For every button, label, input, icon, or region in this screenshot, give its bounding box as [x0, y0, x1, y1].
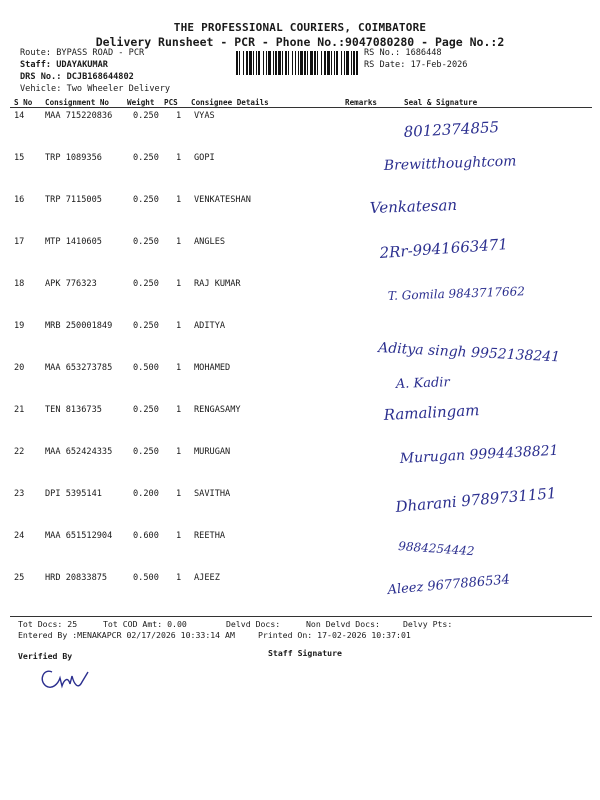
company-name: THE PROFESSIONAL COURIERS, COIMBATORE — [173, 21, 427, 34]
row-consignment-number: TEN 8136735 — [45, 405, 102, 415]
row-consignment-number: MAA 715220836 — [45, 111, 113, 121]
table-row — [0, 573, 600, 615]
row-sno: 21 — [14, 405, 25, 415]
row-consignment-number: MAA 652424335 — [45, 447, 113, 457]
row-sno: 17 — [14, 237, 25, 247]
row-pcs: 1 — [176, 195, 182, 205]
row-weight: 0.250 — [133, 237, 159, 247]
table-row — [0, 237, 600, 279]
footer-divider — [10, 616, 592, 617]
row-weight: 0.250 — [133, 447, 159, 457]
row-pcs: 1 — [176, 573, 182, 583]
verified-by-label: Verified By — [18, 651, 73, 661]
row-consignee: GOPI — [194, 153, 215, 163]
table-row — [0, 195, 600, 237]
signature-17: 2Rr-9941663471 — [379, 235, 509, 262]
row-weight: 0.500 — [133, 363, 159, 373]
staff-signature-label: Staff Signature — [268, 648, 342, 658]
signature-19: Aditya singh 9952138241 — [377, 340, 561, 366]
signature-18: T. Gomila 9843717662 — [387, 284, 526, 303]
table-row — [0, 279, 600, 321]
row-pcs: 1 — [176, 363, 182, 373]
col-consignee: Consignee Details — [191, 98, 269, 107]
row-consignee: REETHA — [194, 531, 226, 541]
staff-label: Staff: UDAYAKUMAR — [20, 60, 108, 70]
row-sno: 20 — [14, 363, 25, 373]
signature-22: Murugan 9994438821 — [399, 442, 559, 467]
row-consignment-number: DPI 5395141 — [45, 489, 102, 499]
non-delivered-docs: Non Delvd Docs: — [306, 619, 380, 629]
table-row — [0, 531, 600, 573]
barcode-image — [236, 51, 358, 75]
row-sno: 25 — [14, 573, 25, 583]
col-consignment: Consignment No — [45, 98, 110, 107]
row-sno: 14 — [14, 111, 25, 121]
row-consignment-number: MTP 1410605 — [45, 237, 102, 247]
col-seal-signature: Seal & Signature — [404, 98, 478, 107]
row-consignment-number: MRB 250001849 — [45, 321, 113, 331]
table-row — [0, 111, 600, 153]
row-consignment-number: MAA 653273785 — [45, 363, 113, 373]
table-row — [0, 363, 600, 405]
row-pcs: 1 — [176, 279, 182, 289]
vehicle-label: Vehicle: Two Wheeler Delivery — [20, 84, 171, 94]
row-sno: 23 — [14, 489, 25, 499]
row-consignee: MURUGAN — [194, 447, 231, 457]
signature-25: Aleez 9677886534 — [387, 572, 511, 598]
row-consignee: VENKATESHAN — [194, 195, 251, 205]
row-consignee: ANGLES — [194, 237, 226, 247]
total-cod-amount: Tot COD Amt: 0.00 — [103, 619, 187, 629]
total-docs: Tot Docs: 25 — [18, 619, 78, 629]
row-weight: 0.250 — [133, 279, 159, 289]
row-consignment-number: APK 776323 — [45, 279, 97, 289]
col-sno: S No — [14, 98, 33, 107]
delivery-points: Delvy Pts: — [403, 619, 453, 629]
row-sno: 16 — [14, 195, 25, 205]
signature-20: A. Kadir — [395, 375, 450, 392]
signature-21: Ramalingam — [383, 401, 480, 424]
row-weight: 0.600 — [133, 531, 159, 541]
header-divider — [10, 107, 592, 108]
row-weight: 0.250 — [133, 111, 159, 121]
row-pcs: 1 — [176, 405, 182, 415]
signature-23: Dharani 9789731151 — [394, 483, 558, 516]
row-consignment-number: HRD 20833875 — [45, 573, 108, 583]
row-pcs: 1 — [176, 489, 182, 499]
row-pcs: 1 — [176, 111, 182, 121]
row-consignee: AJEEZ — [194, 573, 220, 583]
rs-number: RS No.: 1686448 — [364, 48, 442, 58]
table-row — [0, 321, 600, 363]
row-consignee: RAJ KUMAR — [194, 279, 241, 289]
row-consignee: VYAS — [194, 111, 215, 121]
col-pcs: PCS — [164, 98, 178, 107]
signature-16: Venkatesan — [369, 195, 458, 217]
entered-by: Entered By :MENAKAPCR 02/17/2026 10:33:14 AM — [18, 630, 235, 640]
signature-14: 8012374855 — [403, 118, 500, 141]
row-consignee: RENGASAMY — [194, 405, 241, 415]
row-weight: 0.250 — [133, 321, 159, 331]
table-row — [0, 153, 600, 195]
runsheet-title: Delivery Runsheet - PCR - Phone No.:9047080280 - Page No.:2 — [95, 35, 505, 49]
row-weight: 0.250 — [133, 153, 159, 163]
delivered-docs: Delvd Docs: — [226, 619, 281, 629]
table-row — [0, 447, 600, 489]
printed-on: Printed On: 17-02-2026 10:37:01 — [258, 630, 411, 640]
row-sno: 15 — [14, 153, 25, 163]
row-weight: 0.250 — [133, 405, 159, 415]
col-remarks: Remarks — [345, 98, 378, 107]
table-row — [0, 489, 600, 531]
row-sno: 24 — [14, 531, 25, 541]
row-pcs: 1 — [176, 153, 182, 163]
verifier-initials-mark — [42, 671, 88, 687]
row-consignee: SAVITHA — [194, 489, 231, 499]
row-sno: 22 — [14, 447, 25, 457]
row-consignee: ADITYA — [194, 321, 226, 331]
drs-number: DRS No.: DCJB168644802 — [20, 72, 134, 82]
row-pcs: 1 — [176, 447, 182, 457]
table-row — [0, 405, 600, 447]
rs-date: RS Date: 17-Feb-2026 — [364, 60, 468, 70]
signature-24: 9884254442 — [397, 539, 475, 559]
row-pcs: 1 — [176, 321, 182, 331]
route-label: Route: BYPASS ROAD - PCR — [20, 48, 145, 58]
row-pcs: 1 — [176, 237, 182, 247]
row-sno: 18 — [14, 279, 25, 289]
row-pcs: 1 — [176, 531, 182, 541]
col-weight: Weight — [127, 98, 155, 107]
row-consignment-number: MAA 651512904 — [45, 531, 113, 541]
row-consignee: MOHAMED — [194, 363, 231, 373]
row-weight: 0.250 — [133, 195, 159, 205]
row-consignment-number: TRP 7115005 — [45, 195, 102, 205]
row-weight: 0.500 — [133, 573, 159, 583]
row-sno: 19 — [14, 321, 25, 331]
row-weight: 0.200 — [133, 489, 159, 499]
signature-15: Brewitthoughtcom — [383, 153, 517, 174]
row-consignment-number: TRP 1089356 — [45, 153, 102, 163]
